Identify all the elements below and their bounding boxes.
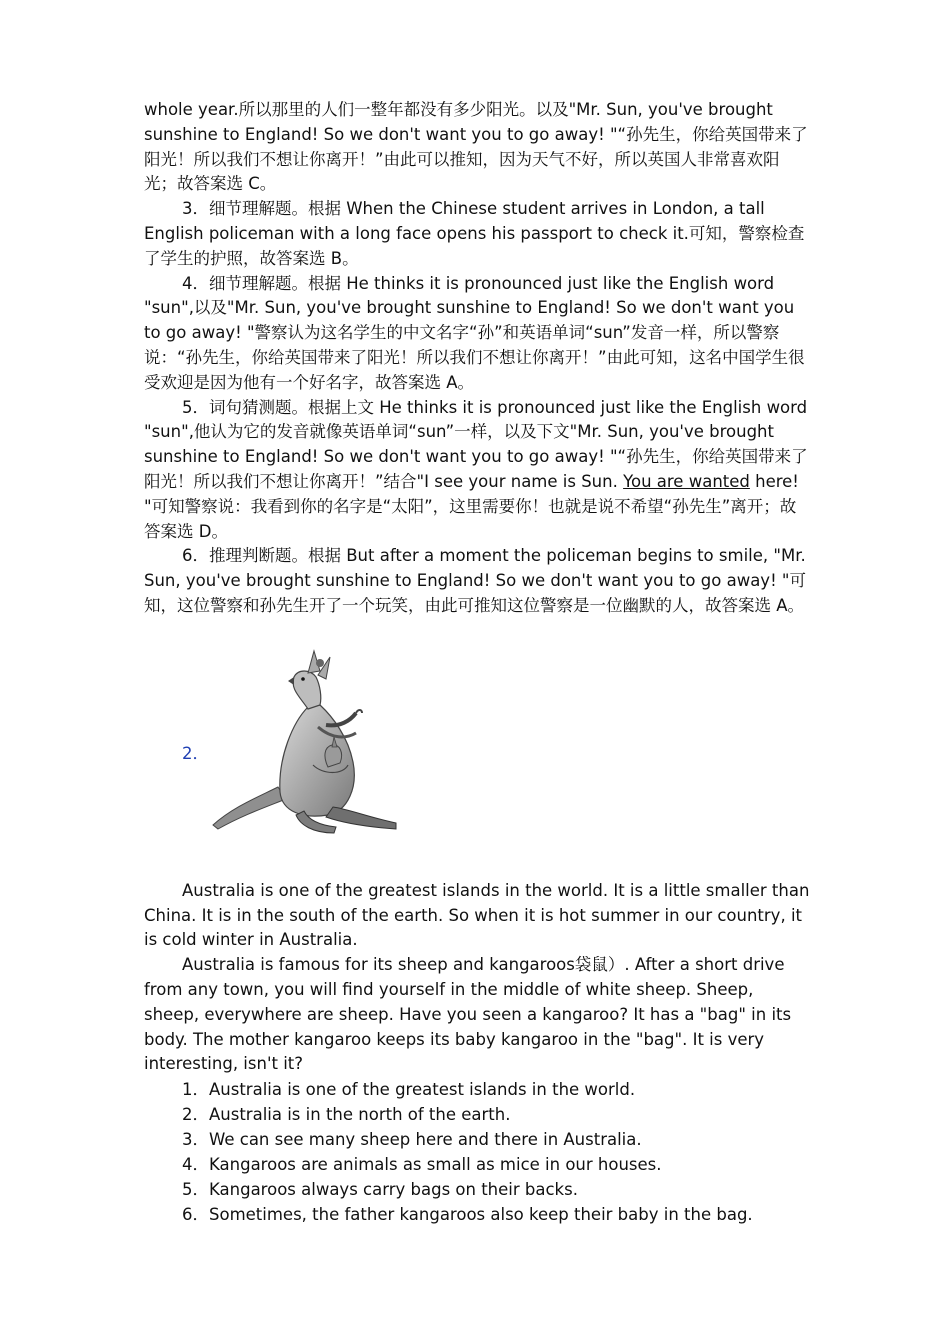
document-page bbox=[144, 98, 812, 1227]
explanation-item-5 bbox=[144, 396, 812, 545]
explanation-item-4: 4．细节理解题。根据 He thinks it is pronounced just like the English word "sun",以及"Mr. Sun, you've brought sunshine to England! So we don't want you to go away! "警察认为这名学生的中文名字“孙”和英语单词“sun”发音一样，所以警察说：“孙先生，你给英国带来了阳光！所以我们不想让你离开！”由此可知，这名中国学生很受欢迎是因为他有一个好名字，故答案选 A。 bbox=[144, 273, 805, 392]
statement-item: 6．Sometimes, the father kangaroos also keep their baby in the bag. bbox=[182, 1205, 753, 1225]
statement-item: 4．Kangaroos are animals as small as mice in our houses. bbox=[182, 1155, 662, 1175]
passage-paragraph-1: Australia is one of the greatest islands in the world. It is a little smaller than China. It is in the south of the earth. So when it is hot summer in our country, it is cold winter in Australia. bbox=[144, 880, 810, 950]
explanation-item-3: 3．细节理解题。根据 When the Chinese student arrives in London, a tall English policeman with a long face opens his passport to check it.可知，警察检查了学生的护照，故答案选 B。 bbox=[144, 199, 805, 268]
explanation-item-5-text-b: here! "可知警察说：我看到你的名字是“太阳”，这里需要你！也就是说不希望“孙先生”离开；故答案选 D。 bbox=[144, 471, 799, 541]
statement-item: 2．Australia is in the north of the earth. bbox=[182, 1105, 511, 1125]
question-number: 2． bbox=[182, 743, 209, 763]
statement-item: 5．Kangaroos always carry bags on their backs. bbox=[182, 1180, 578, 1200]
explanation-paragraph-1: whole year.所以那里的人们一整年都没有多少阳光。以及"Mr. Sun, you've brought sunshine to England! So we don't want you to go away! "“孙先生，你给英国带来了阳光！所以我们不想让你离开！”由此可以推知，因为天气不好，所以英国人非常喜欢阳光；故答案选 C。 bbox=[144, 100, 808, 194]
statement-item: 1．Australia is one of the greatest islands in the world. bbox=[182, 1080, 636, 1100]
question-2-illustration-row bbox=[144, 639, 812, 849]
explanation-item-5-text-a: 5．词句猜测题。根据上文 He thinks it is pronounced just like the English word "sun",他认为它的发音就像英语单词“sun”一样，以及下文"Mr. Sun, you've brought sunshine to England! So we don't want you to go away! "“孙先生，你给英国带来了阳光！所以我们不想让你离开！”结合"I see your name is Sun. bbox=[144, 397, 808, 491]
reading-passage bbox=[144, 879, 812, 1077]
explanation-item-6: 6．推理判断题。根据 But after a moment the policeman begins to smile, "Mr. Sun, you've brought sunshine to England! So we don't want you to go away! "可知，这位警察和孙先生开了一个玩笑，由此可推知这位警察是一位幽默的人，故答案选 A。 bbox=[144, 546, 807, 615]
true-false-statements bbox=[144, 1077, 812, 1227]
statement-item: 3．We can see many sheep here and there in Australia. bbox=[182, 1130, 642, 1150]
underlined-phrase: You are wanted bbox=[623, 471, 750, 491]
passage-paragraph-2: Australia is famous for its sheep and kangaroos袋鼠）. After a short drive from any town, you will find yourself in the middle of white sheep. Sheep, sheep, everywhere are sheep. Have you seen a kangaroo? It has a "bag" in its body. The mother kangaroo keeps its baby kangaroo in the "bag". It is very interesting, isn't it? bbox=[144, 955, 792, 1074]
kangaroo-illustration bbox=[208, 647, 402, 837]
